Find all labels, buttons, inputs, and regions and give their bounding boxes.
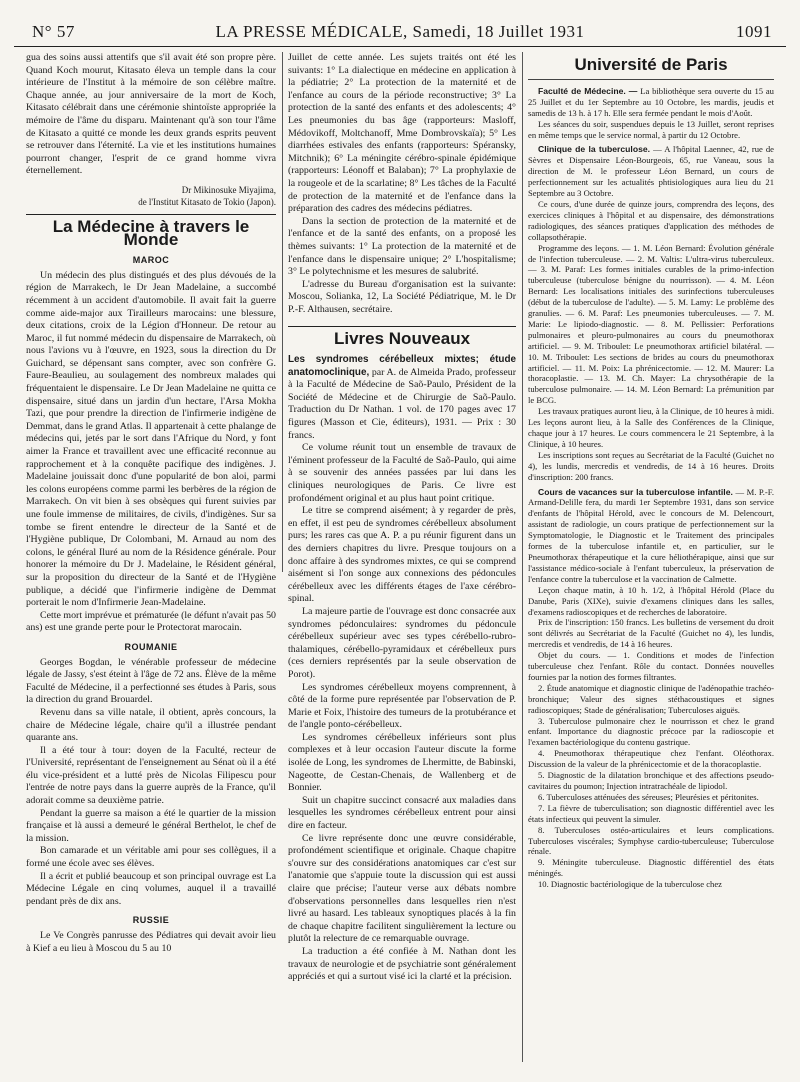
paragraph: Les inscriptions sont reçues au Secrétariat de la Faculté (Guichet no 4), les lundis, mercredis et vendredis, de 14 à 16 heures. Droits d'inscription: 200 francs.: [528, 449, 774, 482]
paragraph: L'adresse du Bureau d'organisation est la suivante: Moscou, Solianka, 12, La Société Pédiatrique, M. le Dr P.-F. Althausen, secrétaire.: [288, 278, 516, 315]
notice-text: La bibliothèque sera ouverte du 15 au 25 Juillet et du 1er Septembre au 10 Octobre, les mardis, jeudis et samedis de 13 h. à 17 h. Elle sera fermée pendant le mois d'Août.: [528, 85, 774, 118]
paragraph: Le Ve Congrès panrusse des Pédiatres qui devait avoir lieu à Kief a eu lieu à Moscou du 5 au 10: [26, 930, 276, 954]
paragraph: Suit un chapitre succinct consacré aux maladies dans lesquelles les syndromes cérébelleux entrent pour ainsi dire en facteur.: [288, 794, 516, 832]
section-title-livres-nouveaux: Livres Nouveaux: [333, 329, 471, 349]
paragraph: Il a écrit et publié beaucoup et son principal ouvrage est La Médecine Légale en cinq volumes, auquel il a travaillé pendant près de dix ans.: [26, 870, 276, 907]
page-number: 1091: [736, 22, 772, 41]
paragraph: Ce volume réunit tout un ensemble de travaux de l'éminent professeur de la Faculté de Saõ-Paulo, qui aime à se souvenir des années passées par lui dans les cliniques neurologiques de Paris. Ce livre est profondément original et au plus haut point critique.: [288, 442, 516, 504]
paragraph: Revenu dans sa ville natale, il obtient, après concours, la chaire de Médecine légale, chaire qu'il a illustrée pendant quarante ans.: [26, 706, 276, 744]
journal-title: LA PRESSE MÉDICALE, Samedi, 18 Juillet 1931: [215, 22, 585, 41]
notice: [528, 86, 774, 119]
list-item: 5. Diagnostic de la dilatation bronchique et des affections pseudo-cavitaires du poumon; Injection intratrachéale de lipiodol.: [528, 770, 774, 791]
paragraph: Bon camarade et un véritable ami pour ses collègues, il a formé une école avec ses élèves.: [26, 845, 276, 870]
list-item: 2. Étude anatomique et diagnostic clinique de l'adénopathie trachéo-bronchique; Valeur des signes stéthacoustiques et signes radioscopiques; Stade de généralisation; Tuberculoses aiguës.: [528, 682, 774, 715]
notice-heading: Cours de vacances sur la tuberculose infantile.: [538, 486, 733, 497]
section-title-universite: Université de Paris: [574, 55, 728, 74]
paragraph: Les travaux pratiques auront lieu, à la Clinique, de 10 heures à midi. Les leçons auront lieu, à la Salle des Conférences de la Clinique, chaque jour à 17 heures. Le cours commencera le 21 Septembre, à la Clinique, à 10 heures.: [528, 406, 774, 449]
list-item: 7. La fièvre de tuberculisation; son diagnostic différentiel avec les états infectieux qui peuvent la simuler.: [528, 802, 774, 824]
signature-name: Dr Mikinosuke Miyajima,: [181, 184, 276, 195]
paragraph: Georges Bogdan, le vénérable professeur de médecine légale de Jassy, s'est éteint à l'âge de 72 ans. Élève de la même Faculté de Médecine, il a perfectionné ses études à Paris, sous la direction du grand Brouardel.: [26, 656, 276, 706]
paragraph: La majeure partie de l'ouvrage est donc consacrée aux syndromes pédonculaires: syndromes du pédoncule cérébelleux supérieur avec ses types cérébello-rubro-thalamiques, cérébello-pyramidaux et cérébelleux purs (ces derniers représentés par la seule observation de Porot).: [288, 605, 516, 680]
paragraph: Ce cours, d'une durée de quinze jours, comprendra des leçons, des exercices cliniques à l'hôpital et au dispensaire, des démonstrations radiologiques, des séances pratiques d'application des méthodes de collapsothérapie.: [528, 198, 774, 242]
issue-number: N° 57: [32, 22, 75, 41]
list-item: 4. Pneumothorax thérapeutique chez l'enfant. Oléothorax. Discussion de la valeur de la phrénicectomie et de la thoracoplastie.: [528, 748, 774, 770]
signature-affiliation: de l'Institut Kitasato de Tokio (Japon).: [138, 196, 276, 207]
column-rule: [282, 52, 283, 572]
notice-heading: Faculté de Médecine. —: [538, 85, 638, 96]
signature: [26, 184, 276, 208]
paragraph: Les séances du soir, suspendues depuis le 13 Juillet, seront reprises en même temps que le service normal, à partir du 12 Octobre.: [528, 118, 774, 140]
notice-heading: Clinique de la tuberculose.: [538, 144, 651, 155]
paragraph: Objet du cours. — 1. Conditions et modes de l'infection tuberculeuse chez l'enfant. Rôle du contact. Données nouvelles fournies par la notion des formes filtrantes.: [528, 650, 774, 682]
paragraph: Dans la section de protection de la maternité et de l'enfance et de la santé des enfants, on a proposé les thèmes suivants: 1° La protection de la maternité et de l'enfance dans le dispensaire unique; 2° L'hospitalisme; 3° Le polytechnisme et les mesures de salubrité.: [288, 215, 516, 278]
paragraph: Prix de l'inscription: 150 francs. Les bulletins de versement du droit sont délivrés au Secrétariat de la Faculté (Guichet no 4), les lundis, mercredis et vendredis, de 14 à 16 heures.: [528, 617, 774, 650]
section-divider: [288, 326, 516, 327]
column-3: [528, 52, 774, 890]
paragraph: La traduction a été confiée à M. Nathan dont les travaux de neurologie et de psychiatrie sont généralement appréciés et qui a surtout visé ici la clarté et la précision.: [288, 945, 516, 983]
paragraph: Il a été tour à tour: doyen de la Faculté, recteur de l'Université, représentant de l'enseignement au Sénat où il a été élu vice-président et a lutté près de Nicolas Filipescu pour l'entrée de notre pays dans la guerre auprès de la France, qu'il adorait comme sa deuxième patrie.: [26, 744, 276, 807]
column-rule: [522, 52, 523, 1062]
section-title-medecine-monde: La Médecine à travers le Monde: [52, 216, 250, 249]
section-divider: [528, 79, 774, 80]
list-item: 8. Tuberculoses ostéo-articulaires et leurs complications. Tuberculoses viscérales; Symphyse cardio-tuberculeuse; Tuberculose rénale.: [528, 824, 774, 857]
list-item: 10. Diagnostic bactériologique de la tuberculose chez: [538, 879, 722, 890]
paragraph: Ce livre représente donc une œuvre considérable, profondément scientifique et originale. Chaque chapitre s'ouvre sur des considérations anatomiques car c'est sur l'anatomie que s'appuie toute la discussion qui est aussi claire que précise; l'auteur verse aux débats nombre d'observations personnelles dans lesquelles rien n'est livré au hasard. Les tableaux synoptiques placés à la fin de chaque chapitre facilitent singulièrement la lecture ou plutôt la relecture de ce remarquable ouvrage.: [288, 832, 516, 945]
paragraph: Juillet de cette année. Les sujets traités ont été les suivants: 1° La dialectique en médecine en application à la pédiatrie; 2° La protection de la maternité et de l'enfance au cours de la période reconstructive; 3° La protection de la santé des enfants et des adolescents; 4° Les pneumonies du bas âge (rapporteurs: Masloff, Médovikoff, Moltchanoff, Mme Dombrovskaïa); 5° Les diarrhées estivales des enfants (rapporteurs: Spéransky, Mitchnik); 6° La méningite cérébro-spinale épidémique (rapporteurs: Léonoff et Balaban); 7° La prophylaxie de la rougeole et de la scarlatine; 8° Les tâches de la Faculté de protection de la maternité et de l'enfance dans la préparation des cadres des médecins pédiatres.: [288, 52, 516, 215]
subhead-maroc: MAROC: [132, 255, 170, 266]
course-topics: [528, 683, 774, 890]
list-item: 9. Méningite tuberculeuse. Diagnostic différentiel des états méningés.: [528, 857, 774, 879]
list-item: 6. Tuberculoses atténuées des séreuses; Pleurésies et péritonites.: [538, 791, 759, 802]
section-divider: [26, 214, 276, 215]
program-list: Programme des leçons. — 1. M. Léon Bernard: Évolution générale de l'infection tuberculeuse. — 2. M. Valtis: L'ultra-virus tuberculeux. — 3. M. Paraf: Les formes initiales curables de la primo-infection tuberculeuse (tuberculose bénigne du nourrisson). — 4. M. Léon Bernard: Les localisations initiales des surinfections tuberculeuses (début de la tuberculose de l'adulte). — 5. M. Lamy: Le problème des granulies. — 6. M. Paraf: Les pneumonies tuberculeuses. — 7. M. Marie: Le lipiodo-diagnostic. — 8. M. Pellissier: Perforations pulmonaires et pleuro-pulmonaires au cours du pneumothorax artificiel. — 9. M. Triboulet: Le pneumothorax artificiel bilatéral. — 10. M. Triboulet: Les sections de brides au cours du pneumothorax artificiel. — 11. M. Poix: La phrénicectomie. — 12. M. Maurer: La thoracoplastie. — 13. M. Ch. Mayer: La chrysothérapie de la tuberculose pulmonaire. — 14. M. Léon Bernard: La prémunition par le BCG.: [528, 242, 774, 406]
notice: [528, 144, 774, 199]
notice: [528, 487, 774, 585]
subhead-roumanie: ROUMANIE: [124, 641, 178, 652]
notice-text: — M. P.-F. Armand-Delille fera, du mardi 1er Septembre 1931, dans son service d'enfants de l'hôpital Hérold, avec le concours de M. Delencourt, assistant de radiologie, un cours pratique de perfectionnement sur la Symptomatologie, le Diagnostic et le Traitement des principales formes de la tuberculose infantile et, en particulier, sur le Pneumothorax thérapeutique et la cure héliothérapique, ainsi que sur l'assistance médico-sociale à l'enfant tuberculeux, la préservation de l'enfance contre la tuberculose et la vaccination de Calmette.: [528, 486, 774, 584]
subhead-russie: RUSSIE: [132, 915, 170, 926]
book-title: Les syndromes cérébelleux mixtes; étude anatomoclinique,: [288, 354, 516, 378]
paragraph: Pendant la guerre sa maison a été le quartier de la mission française et là aussi a demeuré le général Berthelot, le chef de la mission.: [26, 807, 276, 844]
paragraph: Les syndromes cérébelleux moyens comprennent, à côté de la forme pure représentée par l'observation de P. Marie et Foix, l'histoire des tumeurs de la protubérance et de l'angle ponto-cérébelleux.: [288, 681, 516, 731]
notice-text: — A l'hôpital Laennec, 42, rue de Sèvres et Dispensaire Léon-Bourgeois, 65, rue Vaneau, sous la direction de M. le professeur Léon Bernard, un cours de perfectionnement sur les actualités phtisiologiques aura lieu du 21 Septembre au 3 Octobre.: [528, 144, 774, 199]
paragraph: Le titre se comprend aisément; à y regarder de près, en effet, il est peu de syndromes cérébelleux absolument purs; les rares cas que A. P. a pu réunir figurent dans un des derniers chapitres du livre. Presque toujours on a donc affaire à des syndromes mixtes, ce qui se comprend aisément si l'on songe aux connexions des pédoncules cérébelleux avec les différents étages de l'axe cérébro-spinal.: [288, 505, 516, 605]
list-item: 3. Tuberculose pulmonaire chez le nourrisson et chez le grand enfant. Importance du diagnostic précoce par la radioscopie et l'examen bactériologique du contenu gastrique.: [528, 715, 774, 748]
paragraph: Les syndromes cérébelleux inférieurs sont plus complexes et à leur occasion l'auteur discute la forme isolée de Long, les syndromes de Lhermitte, de Babinski, Nageotte, de Cestan-Chenais, de Wallenberg et de Bonnier.: [288, 731, 516, 794]
book-info: par A. de Almeida Prado, professeur à la Faculté de Médecine de Saõ-Paulo, Président de la Société de Médecine et de Chirurgie de Saõ-Paulo. Traduction du Dr Nathan. 1 vol. de 170 pages avec 17 figures (Masson et Cie, éditeurs), 1931. — Prix : 30 francs.: [288, 366, 516, 441]
obituary-end: gua des soins aussi attentifs que s'il avait été son propre père. Quand Koch mourut, Kitasato éleva un temple dans la cour intérieure de l'Institut à la mémoire de son célèbre maître. Chaque année, au jour anniversaire de la mort de Koch, Kitasato célébrait dans une cérémonie shintoïste appropriée la mémoire de l'âme du disparu. Maintenant qu'à son tour l'âme de Kitasato a quitté ce monde les deux grands esprits peuvent se retrouver dans l'éternité. La vie et les institutions humaines pourront changer, l'esprit de ce grand homme vivra éternellement.: [26, 52, 276, 177]
paragraph: Leçon chaque matin, à 10 h. 1/2, à l'hôpital Hérold (Place du Danube, Paris (XIXe), suivie d'examens cliniques dans les salles, d'examens radioscopiques et de recherches de laboratoire.: [528, 584, 774, 617]
column-2: [288, 52, 516, 984]
running-header: [14, 20, 786, 47]
book-entry: [288, 354, 516, 442]
column-1: [26, 52, 276, 955]
paragraph: Cette mort imprévue et prématurée (le défunt n'avait pas 50 ans) est une grande perte pour le Protectorat marocain.: [26, 609, 276, 634]
paragraph: Un médecin des plus distingués et des plus dévoués de la région de Marrakech, le Dr Jean Madelaine, a succombé récemment à un accident d'automobile. Il avait fait la guerre comme aide-major aux Tirailleurs marocains: une blessure, deux citations, croix de la Légion d'Honneur. De retour au Maroc, il fut nommé médecin du dispensaire de Marrakech, où nous l'avions vu à l'œuvre, en 1923, sous la direction du Dr Guichard, se dépensant sans compter, avec son confrère G. Faure-Beaulieu, au soulagement des nombreux malades qui fréquentaient le dispensaire. Le Dr Jean Madelaine ne quitta ce dispensaire, situé dans un jardin d'un hectare, l'Arsa Mokha Tazi, que pour prendre la direction de l'infirmerie indigène de Demmat, dans le grand Atlas. Il appartenait à cette phalange de médecins qui, jetés par le sort dans l'Afrique du Nord, y font aimer la France et travaillent avec une efficacité reconnue au rapprochement et à la conquête pacifique des indigènes. J. Madelaine jouissait donc d'une popularité de bon aloi, parmi les colons européens comme parmi les berbères de la région de Marrakech. On vit bien à ses obsèques qui furent suivies par une foule immense de militaires, de civils, d'indigènes. Sur sa tombe se firent entendre le directeur de la Santé et de l'Hygiène publique, Dr Colombani, M. Arnaud au nom des colons, le général Iluré au nom de la Résidence générale. Pour honorer la mémoire du Dr J. Madelaine, le Résident général, sur la proposition du directeur de la Santé et de l'Hygiène publique, a décidé que l'infirmerie indigène de Demmat porterait le nom d'Infirmerie Jean-Madelaine.: [26, 269, 276, 609]
